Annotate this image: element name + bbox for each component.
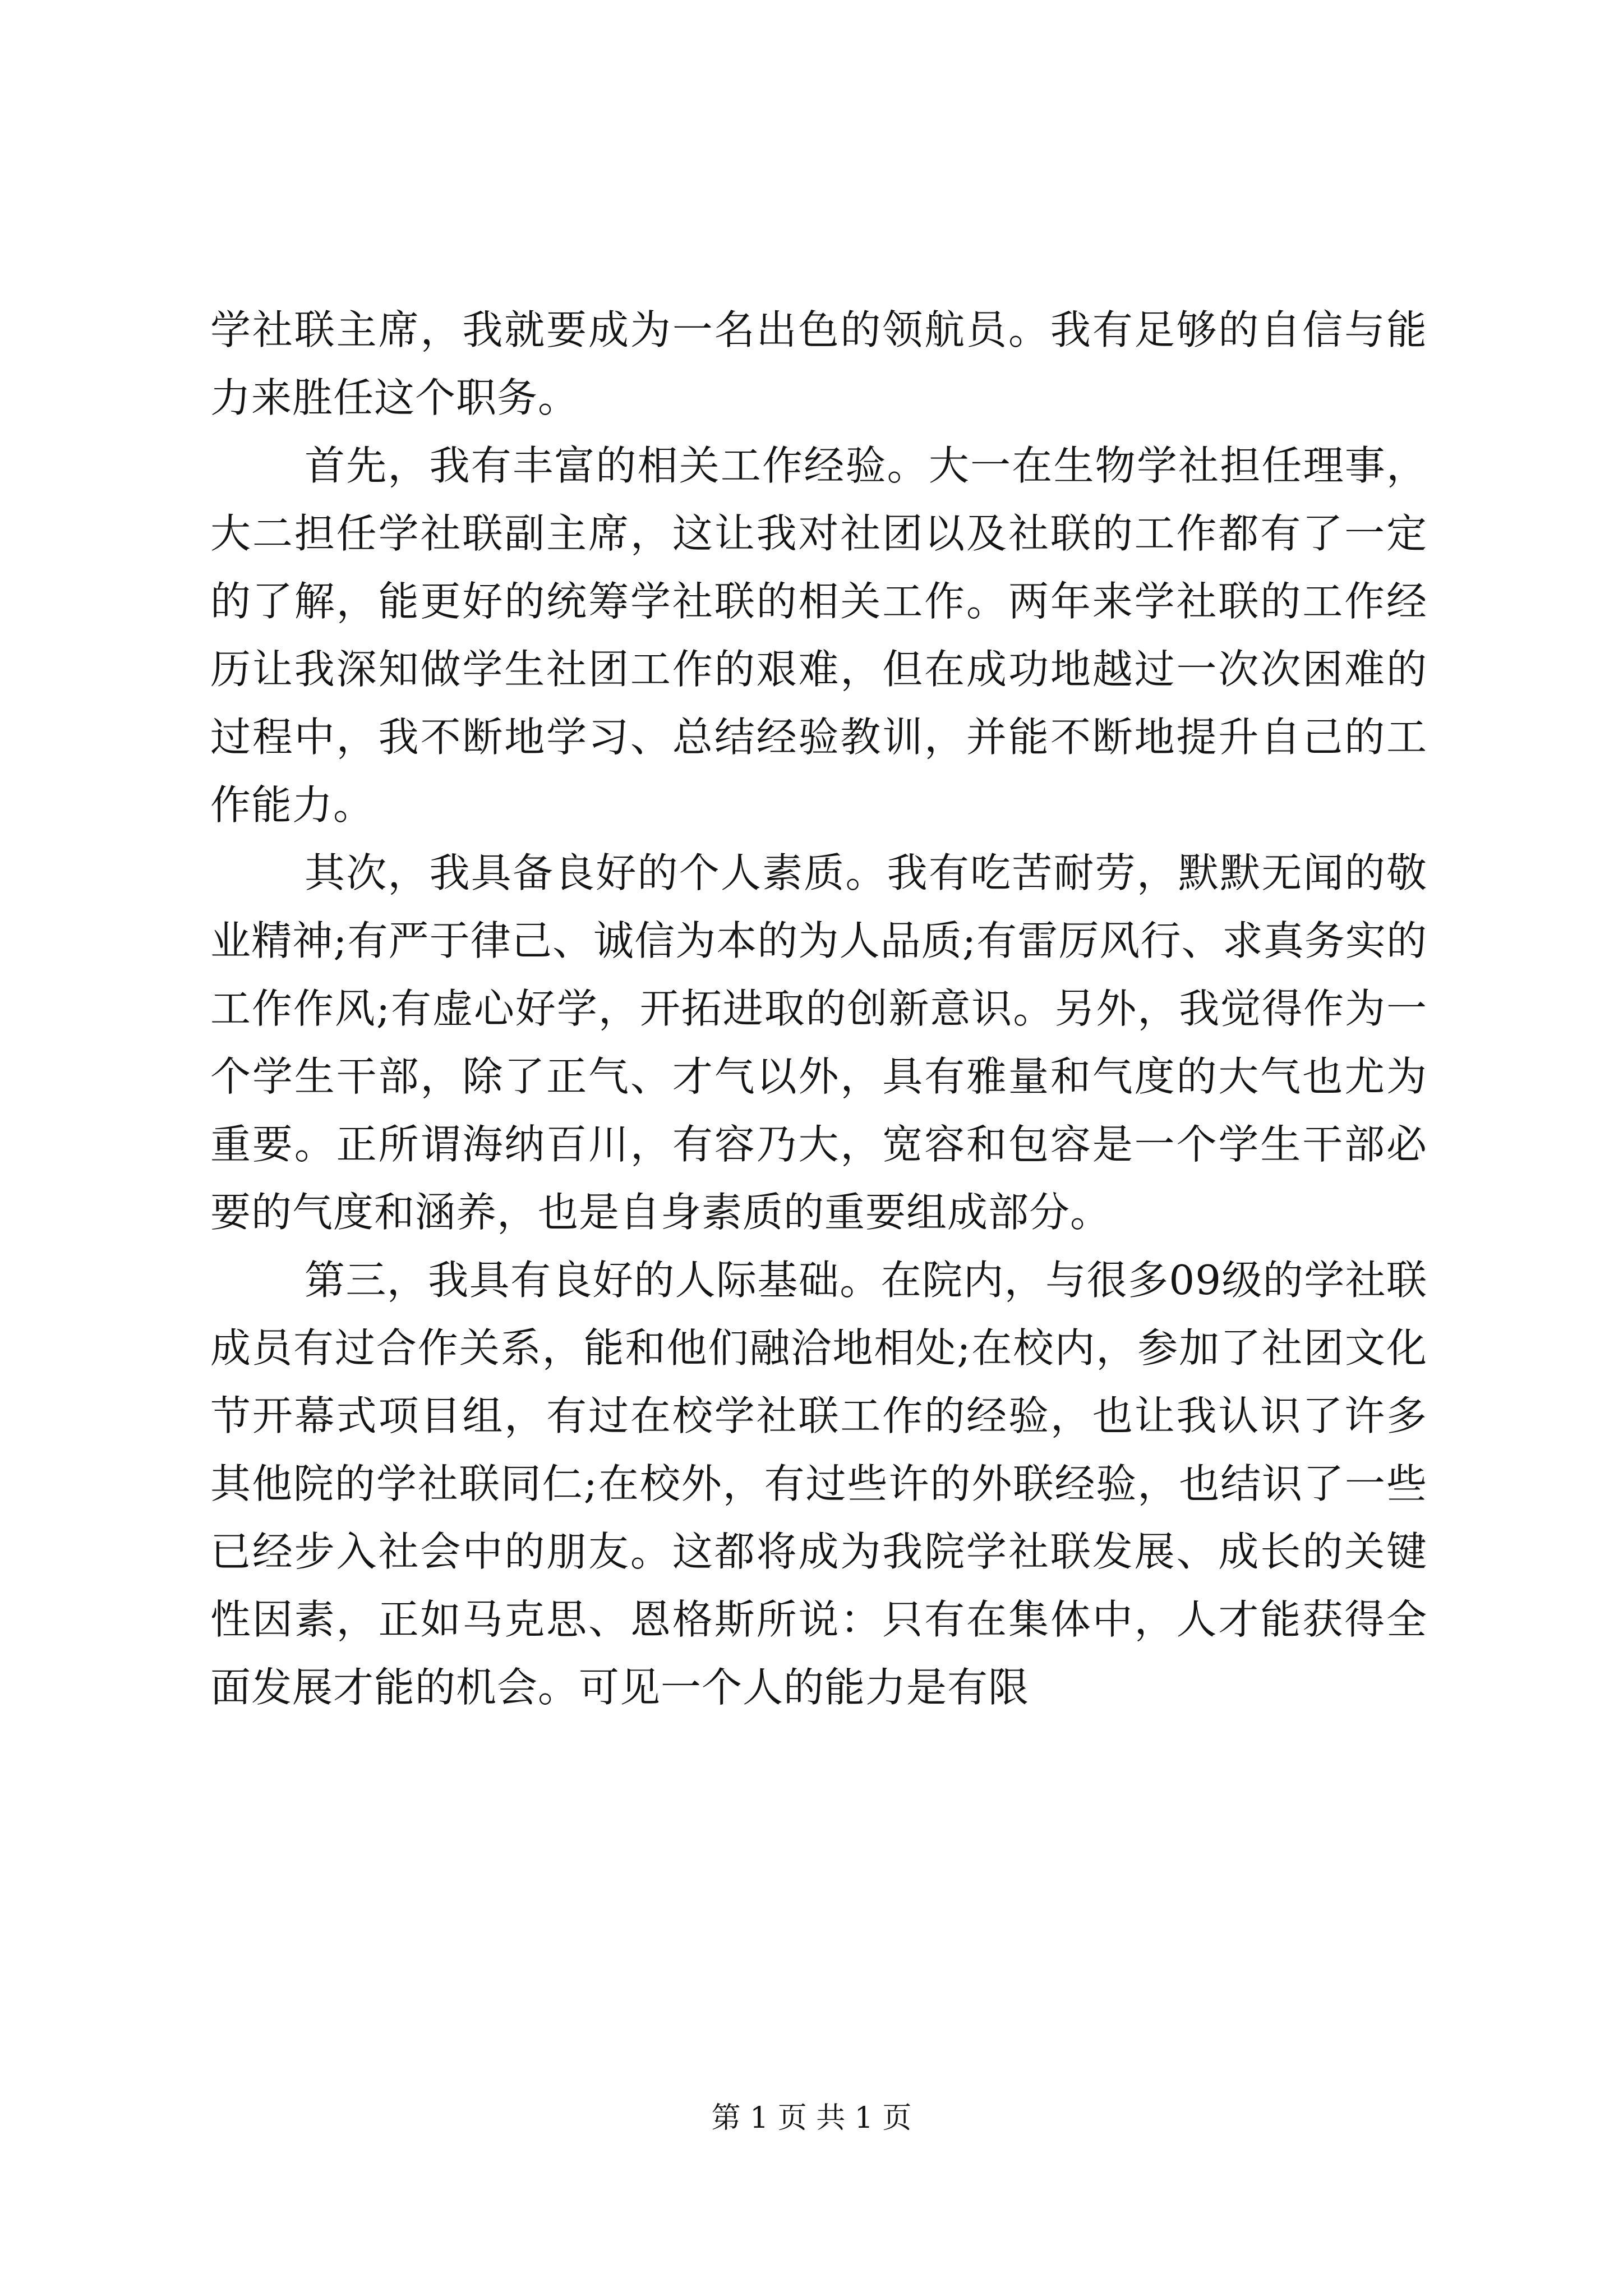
page-footer: 第 1 页 共 1 页 [711,2101,912,2135]
paragraph-experience: 首先，我有丰富的相关工作经验。大一在生物学社担任理事，大二担任学社联副主席，这让我对社团以及社联的工作都有了一定的了解，能更好的统筹学社联的相关工作。两年来学社联的工作经历让我深知做学生社团工作的艰难，但在成功地越过一次次困难的过程中，我不断地学习、总结经验教训，并能不断地提升自己的工作能力。 [210,442,1427,829]
paragraph-personal-quality: 其次，我具备良好的个人素质。我有吃苦耐劳，默默无闻的敬业精神;有严于律己、诚信为本的为人品质;有雷厉风行、求真务实的工作作风;有虚心好学，开拓进取的创新意识。另外，我觉得作为一个学生干部，除了正气、才气以外，具有雅量和气度的大气也尤为重要。正所谓海纳百川，有容乃大，宽容和包容是一个学生干部必要的气度和涵养，也是自身素质的重要组成部分。 [210,849,1427,1236]
document-body [210,296,1427,1722]
paragraph-continuation: 学社联主席，我就要成为一名出色的领航员。我有足够的自信与能力来胜任这个职务。 [210,306,1427,421]
paragraph-interpersonal: 第三，我具有良好的人际基础。在院内，与很多09级的学社联成员有过合作关系，能和他们融洽地相处;在校内，参加了社团文化节开幕式项目组，有过在校学社联工作的经验，也让我认识了许多其他院的学社联同仁;在校外，有过些许的外联经验，也结识了一些已经步入社会中的朋友。这都将成为我院学社联发展、成长的关键性因素，正如马克思、恩格斯所说：只有在集体中，人才能获得全面发展才能的机会。可见一个人的能力是有限 [210,1257,1427,1711]
